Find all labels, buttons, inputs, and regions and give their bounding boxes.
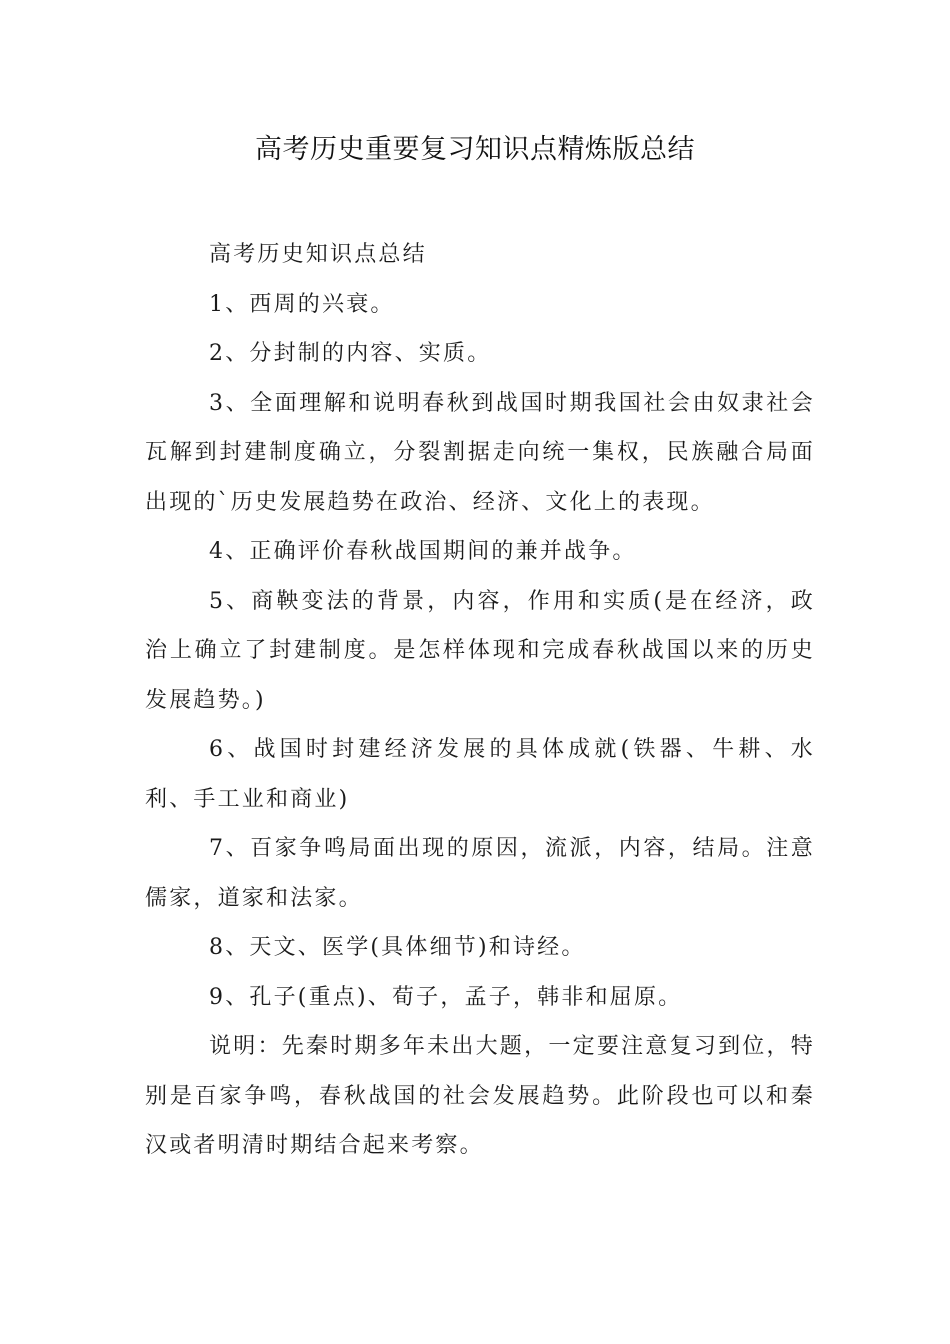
paragraph-heading: 高考历史知识点总结 — [209, 242, 427, 267]
paragraph-item-9: 9、孔子(重点)、荀子，孟子，韩非和屈原。 — [209, 984, 683, 1010]
paragraph-item-7: 7、百家争鸣局面出现的原因，流派，内容，结局。注意儒家，道家和法家。 — [145, 836, 815, 911]
paragraph-note: 说明：先秦时期多年未出大题，一定要注意复习到位，特别是百家争鸣，春秋战国的社会发展趋势。此阶段也可以和秦汉或者明清时期结合起来考察。 — [145, 1034, 815, 1158]
paragraph-item-4: 4、正确评价春秋战国期间的兼并战争。 — [209, 539, 637, 564]
paragraph-item-8: 8、天文、医学(具体细节)和诗经。 — [209, 935, 586, 960]
document-title: 高考历史重要复习知识点精炼版总结 — [255, 134, 695, 165]
document-body — [145, 230, 815, 1171]
paragraph-item-3: 3、全面理解和说明春秋到战国时期我国社会由奴隶社会瓦解到封建制度确立，分裂割据走向统一集权，民族融合局面出现的`历史发展趋势在政治、经济、文化上的表现。 — [145, 390, 815, 515]
paragraph-item-5: 5、商鞅变法的背景，内容，作用和实质(是在经济，政治上确立了封建制度。是怎样体现和完成春秋战国以来的历史发展趋势。) — [145, 588, 815, 713]
paragraph-item-1: 1、西周的兴衰。 — [209, 291, 395, 317]
paragraph-item-6: 6、战国时封建经济发展的具体成就(铁器、牛耕、水利、手工业和商业) — [145, 737, 815, 812]
paragraph-item-2: 2、分封制的内容、实质。 — [209, 341, 492, 366]
